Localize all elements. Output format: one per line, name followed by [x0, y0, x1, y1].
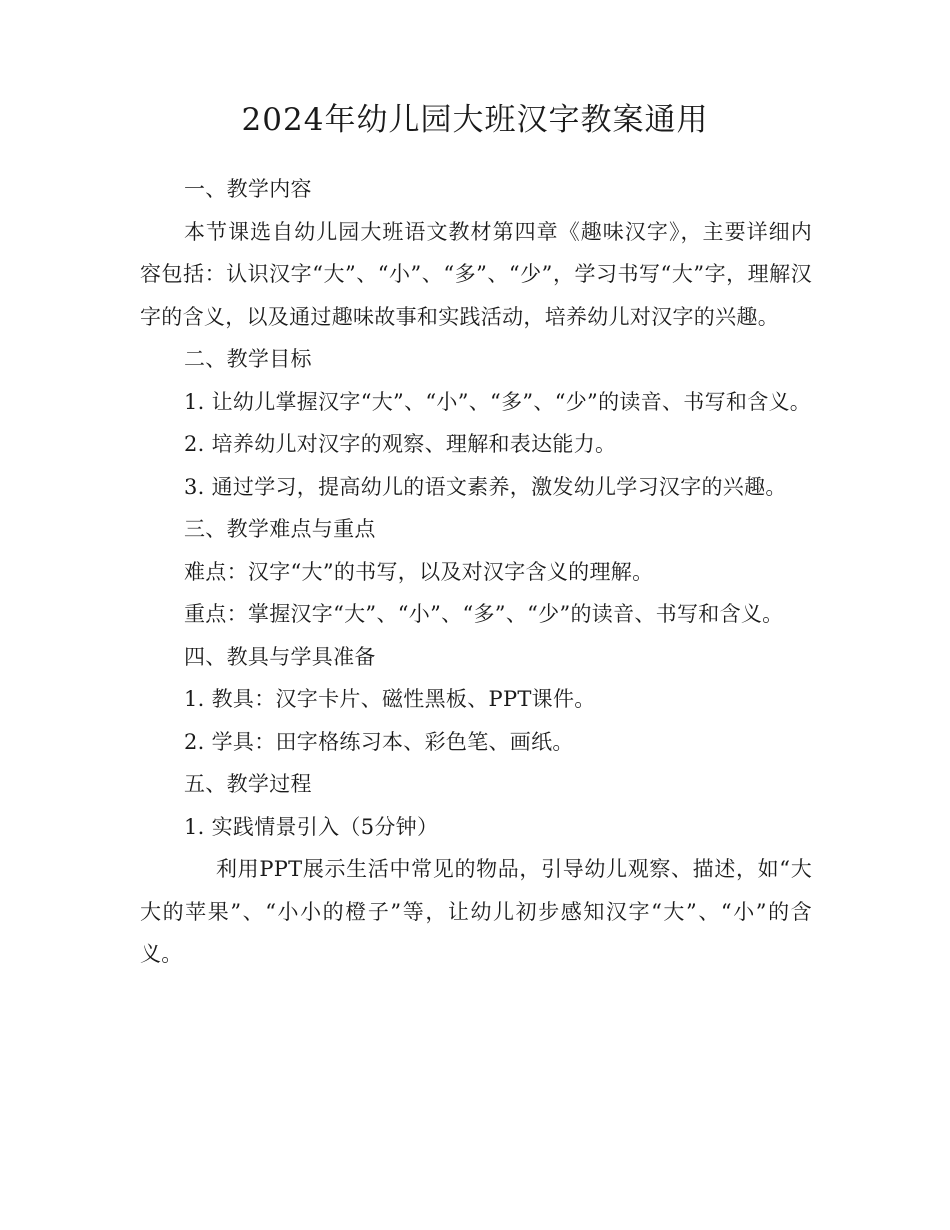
document-body	[140, 168, 812, 976]
goal-item-2: 2. 培养幼儿对汉字的观察、理解和表达能力。	[184, 432, 617, 456]
section-heading-goals: 二、教学目标	[184, 347, 312, 371]
section-heading-keypoints: 三、教学难点与重点	[184, 517, 376, 541]
materials-item-1: 1. 教具：汉字卡片、磁性黑板、PPT课件。	[184, 687, 596, 711]
paragraph-content: 本节课选自幼儿园大班语文教材第四章《趣味汉字》，主要详细内容包括：认识汉字“大”、“小”、“多”、“少”，学习书写“大”字，理解汉字的含义，以及通过趣味故事和实践活动，培养幼儿对汉字的兴趣。	[140, 219, 812, 329]
goal-item-3: 3. 通过学习，提高幼儿的语文素养，激发幼儿学习汉字的兴趣。	[184, 474, 787, 499]
section-heading-materials: 四、教具与学具准备	[184, 644, 376, 669]
difficulty-text: 难点：汉字“大”的书写，以及对汉字含义的理解。	[184, 559, 654, 584]
document-title: 2024年幼儿园大班汉字教案通用	[241, 102, 709, 138]
process-step-1: 1. 实践情景引入（5分钟）	[184, 814, 439, 839]
keypoint-text: 重点：掌握汉字“大”、“小”、“多”、“少”的读音、书写和含义。	[184, 602, 784, 626]
materials-item-2: 2. 学具：田字格练习本、彩色笔、画纸。	[184, 729, 574, 754]
process-step-1-detail: 利用PPT展示生活中常见的物品，引导幼儿观察、描述，如“大大的苹果”、“小小的橙子”等，让幼儿初步感知汉字“大”、“小”的含义。	[140, 857, 812, 966]
section-heading-content: 一、教学内容	[184, 177, 312, 201]
section-heading-process: 五、教学过程	[184, 772, 312, 796]
goal-item-1: 1. 让幼儿掌握汉字“大”、“小”、“多”、“少”的读音、书写和含义。	[184, 389, 812, 414]
